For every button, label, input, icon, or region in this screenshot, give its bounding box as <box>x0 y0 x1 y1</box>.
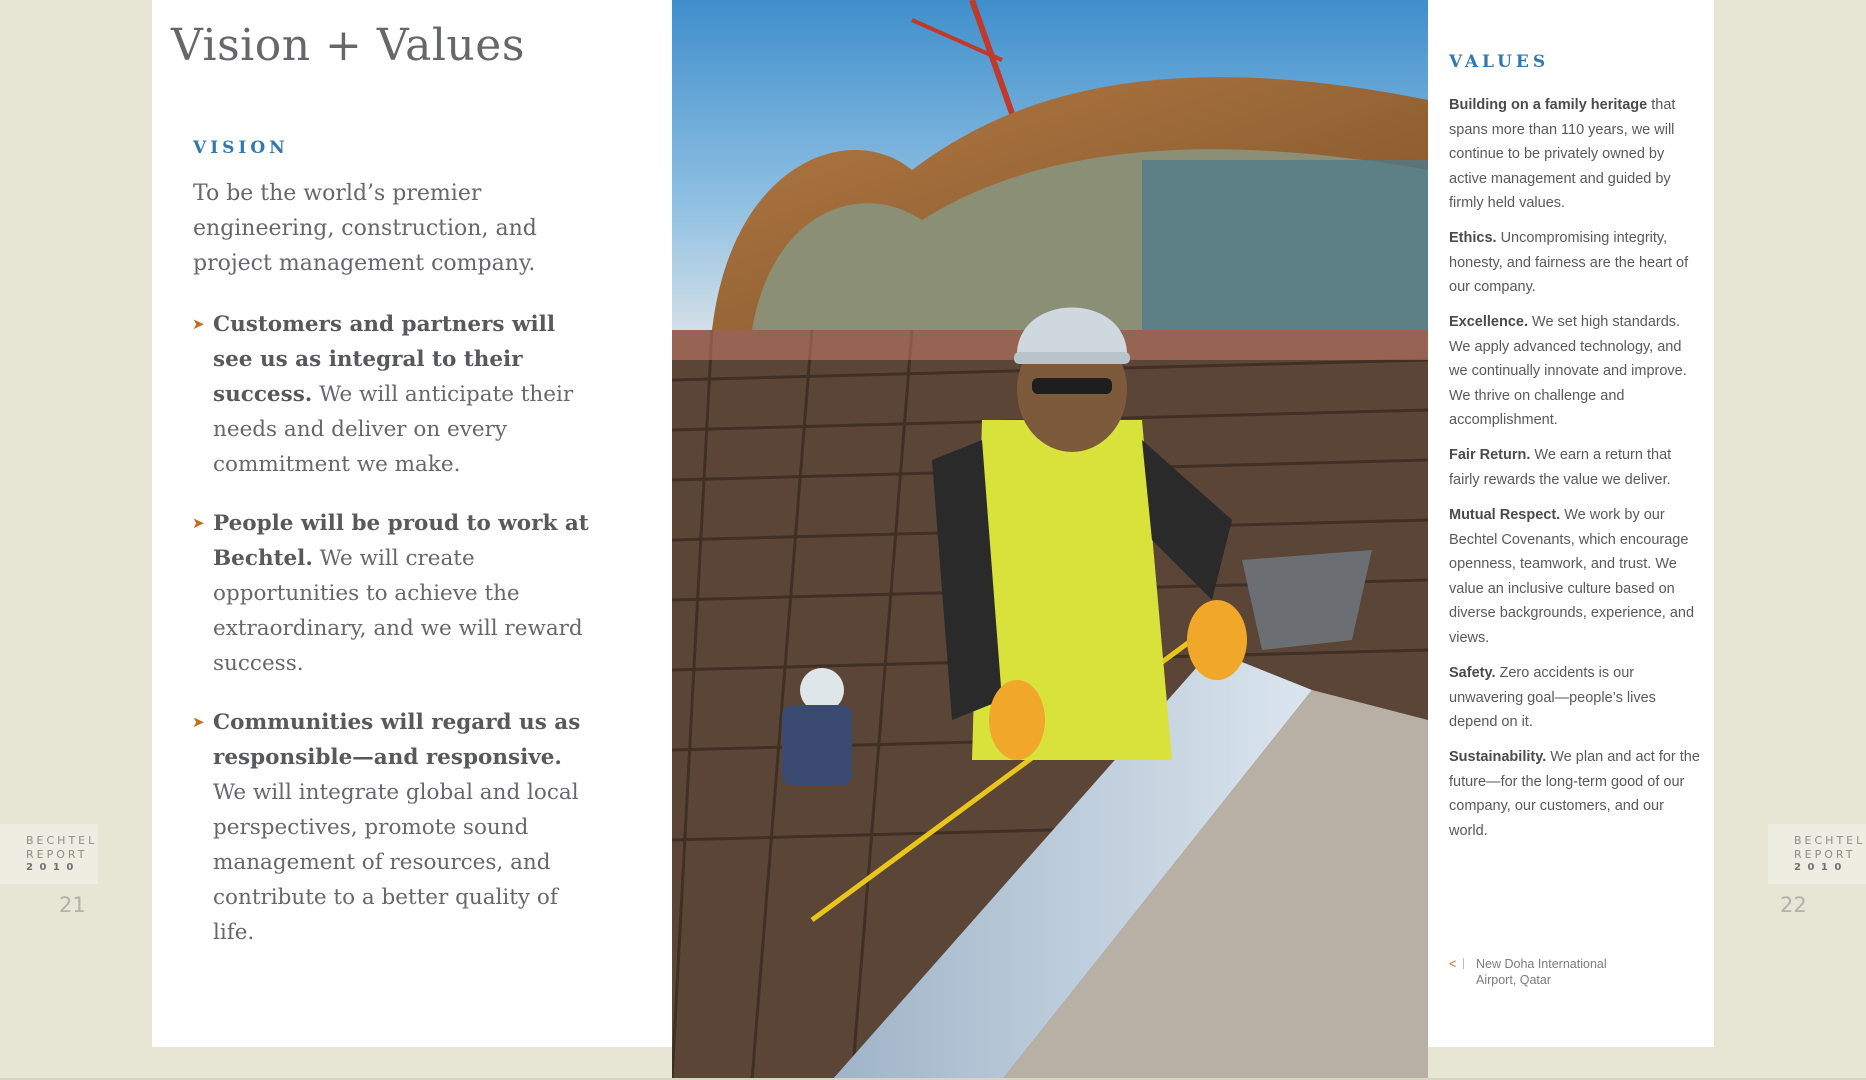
vision-heading: VISION <box>193 138 289 158</box>
report-badge-left <box>0 824 98 884</box>
chevron-right-icon: ➤ <box>192 315 205 333</box>
goal-lead: Customers and partners will see us as integral to their success. <box>213 312 556 407</box>
value-text: We plan and act for the future—for the long-term good of our company, our customers, and our world. <box>1449 749 1700 839</box>
chevron-left-icon: < <box>1449 957 1457 971</box>
badge-line3: 2010 <box>26 862 80 873</box>
vision-statement: To be the world’s premier engineering, construction, and project management company. <box>193 181 537 276</box>
value-item <box>1449 93 1701 216</box>
goal-text: We will create opportunities to achieve the extraordinary, and we will reward success. <box>213 546 583 676</box>
values-heading: VALUES <box>1449 52 1550 72</box>
vision-goal <box>192 506 593 681</box>
value-item <box>1449 310 1701 433</box>
report-badge-right <box>1768 824 1866 884</box>
page-title: Vision + Values <box>171 20 525 71</box>
value-item <box>1449 503 1701 650</box>
caption-divider <box>1463 958 1464 969</box>
value-text: We set high standards. We apply advanced technology, and we continually innovate and improve. We thrive on challenge and accomplishment. <box>1449 314 1687 428</box>
value-text: We work by our Bechtel Covenants, which encourage openness, teamwork, and trust. We value an inclusive culture based on diverse backgrounds, experience, and views. <box>1449 507 1695 646</box>
value-item <box>1449 443 1701 492</box>
goal-text: We will anticipate their needs and deliver on every commitment we make. <box>213 382 574 477</box>
chevron-right-icon: ➤ <box>192 713 205 731</box>
page-number-left: 21 <box>59 893 86 917</box>
value-lead: Building on a family heritage <box>1449 97 1648 113</box>
caption-text: New Doha International Airport, Qatar <box>1476 957 1607 987</box>
photo-caption <box>1449 956 1649 988</box>
chevron-right-icon: ➤ <box>192 514 205 532</box>
value-lead: Excellence. <box>1449 314 1528 330</box>
value-lead: Sustainability. <box>1449 749 1547 765</box>
badge-line1: BECHTEL <box>26 834 98 847</box>
goal-text: We will integrate global and local perspectives, promote sound management of resources, and contribute to a better quality of life. <box>213 780 579 945</box>
value-lead: Mutual Respect. <box>1449 507 1561 523</box>
construction-worker-photo <box>672 0 1428 1080</box>
badge-line2: REPORT <box>26 848 88 861</box>
vision-goal <box>192 705 593 950</box>
value-text: Zero accidents is our unwavering goal—people’s lives depend on it. <box>1449 665 1656 730</box>
value-lead: Safety. <box>1449 665 1496 681</box>
goal-lead: People will be proud to work at Bechtel. <box>213 511 589 571</box>
value-text: Uncompromising integrity, honesty, and fairness are the heart of our company. <box>1449 230 1689 295</box>
badge-line3: 2010 <box>1794 862 1848 873</box>
badge-line1: BECHTEL <box>1794 834 1866 847</box>
badge-line2: REPORT <box>1794 848 1856 861</box>
value-text: that spans more than 110 years, we will continue to be privately owned by active management and guided by firmly held values. <box>1449 97 1676 211</box>
value-lead: Fair Return. <box>1449 447 1531 463</box>
goal-lead: Communities will regard us as responsible—and responsive. <box>213 710 581 770</box>
vision-goal <box>192 307 593 482</box>
value-item <box>1449 745 1701 843</box>
page-number-right: 22 <box>1780 893 1807 917</box>
value-text: We earn a return that fairly rewards the value we deliver. <box>1449 447 1672 488</box>
value-lead: Ethics. <box>1449 230 1497 246</box>
value-item <box>1449 226 1701 300</box>
value-item <box>1449 661 1701 735</box>
